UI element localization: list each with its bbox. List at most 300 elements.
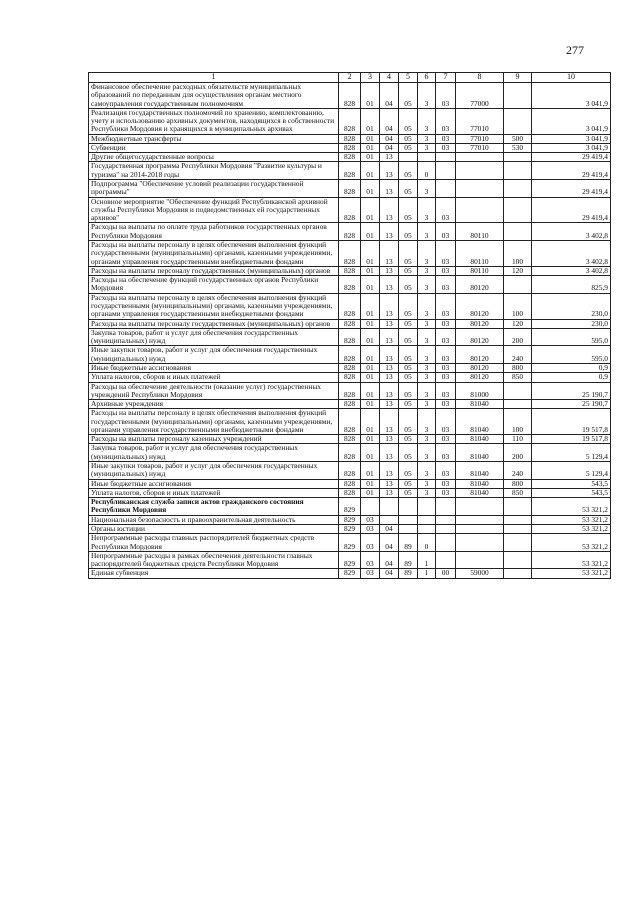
program-code: 05: [399, 319, 418, 328]
event-code: 03: [436, 82, 456, 108]
event-code: 03: [436, 143, 456, 152]
subprogram-code: [418, 525, 436, 534]
program-code: 05: [399, 241, 418, 267]
target-article-code: 81040: [456, 488, 504, 497]
ministry-code: 828: [339, 346, 361, 364]
table-body: [89, 82, 611, 578]
section-code: 03: [361, 525, 380, 534]
table-row: [89, 328, 611, 346]
item-name: Органы юстиции: [89, 525, 339, 534]
subsection-code: 13: [380, 409, 399, 435]
ministry-code: 828: [339, 108, 361, 134]
amount: 53 321,2: [532, 551, 611, 569]
section-code: 03: [361, 569, 380, 578]
ministry-code: 828: [339, 293, 361, 319]
subsection-code: 13: [380, 319, 399, 328]
subprogram-code: 3: [418, 108, 436, 134]
subprogram-code: 0: [418, 162, 436, 180]
program-code: 05: [399, 276, 418, 294]
subsection-code: 13: [380, 162, 399, 180]
program-code: 05: [399, 197, 418, 223]
item-name: Расходы на выплаты персоналу в целях обеспечения выполнения функций государственными (муниципальными) органами, казенными учреждениями, органами управления государственными внебюджетными фондами: [89, 409, 339, 435]
section-code: 01: [361, 162, 380, 180]
ministry-code: 828: [339, 382, 361, 400]
column-header: 3: [361, 73, 380, 83]
program-code: 05: [399, 266, 418, 275]
subprogram-code: 3: [418, 82, 436, 108]
expense-type-code: 850: [504, 373, 532, 382]
expense-type-code: 100: [504, 409, 532, 435]
item-name: Реализация государственных полномочий по хранению, комплектованию, учету и использованию архивных документов, находящихся в собственности Республики Мордовия и хранящихся в муниципальных архивах: [89, 108, 339, 134]
expense-type-code: 100: [504, 293, 532, 319]
table-row: [89, 435, 611, 444]
subsection-code: 13: [380, 180, 399, 198]
program-code: 05: [399, 108, 418, 134]
expense-type-code: [504, 276, 532, 294]
subsection-code: 04: [380, 551, 399, 569]
section-code: 03: [361, 534, 380, 552]
subsection-code: 13: [380, 293, 399, 319]
item-name: Расходы на выплаты персоналу в целях обеспечения выполнения функций государственными (муниципальными) органами, казенными учреждениями, органами управления государственными внебюджетными фондами: [89, 241, 339, 267]
column-header: 6: [418, 73, 436, 83]
subprogram-code: 3: [418, 134, 436, 143]
expense-type-code: [504, 180, 532, 198]
program-code: 05: [399, 444, 418, 462]
expense-type-code: 100: [504, 241, 532, 267]
subsection-code: 13: [380, 479, 399, 488]
event-code: 03: [436, 197, 456, 223]
subprogram-code: 3: [418, 319, 436, 328]
event-code: [436, 498, 456, 516]
amount: 53 321,2: [532, 498, 611, 516]
table-row: [89, 197, 611, 223]
ministry-code: 828: [339, 266, 361, 275]
program-code: 05: [399, 162, 418, 180]
program-code: 05: [399, 223, 418, 241]
event-code: 03: [436, 108, 456, 134]
program-code: 05: [399, 134, 418, 143]
section-code: 01: [361, 293, 380, 319]
expense-type-code: [504, 525, 532, 534]
event-code: 03: [436, 328, 456, 346]
ministry-code: 828: [339, 328, 361, 346]
subsection-code: 13: [380, 462, 399, 480]
amount: 5 129,4: [532, 462, 611, 480]
ministry-code: 828: [339, 373, 361, 382]
table-row: [89, 498, 611, 516]
table-row: [89, 143, 611, 152]
section-code: [361, 498, 380, 516]
event-code: [436, 180, 456, 198]
table-row: [89, 382, 611, 400]
column-header: 4: [380, 73, 399, 83]
item-name: Межбюджетные трансферты: [89, 134, 339, 143]
column-header: 5: [399, 73, 418, 83]
table-row: [89, 569, 611, 578]
ministry-code: 828: [339, 143, 361, 152]
page-number: 277: [566, 43, 584, 57]
table-row: [89, 488, 611, 497]
event-code: 00: [436, 569, 456, 578]
event-code: 03: [436, 382, 456, 400]
target-article-code: 81040: [456, 409, 504, 435]
expense-type-code: [504, 108, 532, 134]
section-code: 01: [361, 328, 380, 346]
ministry-code: 828: [339, 241, 361, 267]
table-row: [89, 363, 611, 372]
amount: 29 419,4: [532, 180, 611, 198]
item-name: Иные бюджетные ассигнования: [89, 363, 339, 372]
ministry-code: 828: [339, 276, 361, 294]
ministry-code: 828: [339, 363, 361, 372]
program-code: 05: [399, 143, 418, 152]
subprogram-code: 3: [418, 400, 436, 409]
subsection-code: 13: [380, 363, 399, 372]
column-header: 10: [532, 73, 611, 83]
target-article-code: 80120: [456, 363, 504, 372]
section-code: 01: [361, 143, 380, 152]
target-article-code: 81040: [456, 444, 504, 462]
header-row: [89, 73, 611, 83]
amount: 595,0: [532, 346, 611, 364]
table-row: [89, 534, 611, 552]
item-name: Республиканская служба записи актов гражданского состояния Республики Мордовия: [89, 498, 339, 516]
ministry-code: 828: [339, 134, 361, 143]
target-article-code: 81040: [456, 400, 504, 409]
expense-type-code: [504, 82, 532, 108]
item-name: Закупка товаров, работ и услуг для обеспечения государственных (муниципальных) нужд: [89, 328, 339, 346]
column-header: 7: [436, 73, 456, 83]
expense-type-code: [504, 223, 532, 241]
ministry-code: 829: [339, 525, 361, 534]
section-code: 01: [361, 223, 380, 241]
subsection-code: 13: [380, 197, 399, 223]
program-code: 05: [399, 363, 418, 372]
program-code: 05: [399, 293, 418, 319]
target-article-code: 81040: [456, 479, 504, 488]
item-name: Субвенции: [89, 143, 339, 152]
subsection-code: 13: [380, 444, 399, 462]
column-header: 9: [504, 73, 532, 83]
target-article-code: 77010: [456, 134, 504, 143]
item-name: Другие общегосударственные вопросы: [89, 153, 339, 162]
table-row: [89, 373, 611, 382]
table-row: [89, 180, 611, 198]
target-article-code: 77010: [456, 108, 504, 134]
budget-table: [88, 72, 611, 579]
section-code: 01: [361, 363, 380, 372]
target-article-code: 77000: [456, 82, 504, 108]
amount: 3 041,9: [532, 82, 611, 108]
program-code: 05: [399, 435, 418, 444]
item-name: Иные закупки товаров, работ и услуг для обеспечения государственных (муниципальных) нужд: [89, 462, 339, 480]
subprogram-code: 3: [418, 328, 436, 346]
expense-type-code: [504, 153, 532, 162]
section-code: 01: [361, 479, 380, 488]
subprogram-code: 3: [418, 143, 436, 152]
event-code: 03: [436, 319, 456, 328]
subprogram-code: 3: [418, 266, 436, 275]
target-article-code: 80120: [456, 319, 504, 328]
item-name: Расходы на выплаты персоналу государственных (муниципальных) органов: [89, 319, 339, 328]
item-name: Закупка товаров, работ и услуг для обеспечения государственных (муниципальных) нужд: [89, 444, 339, 462]
item-name: Расходы на выплаты персоналу государственных (муниципальных) органов: [89, 266, 339, 275]
program-code: 05: [399, 462, 418, 480]
table-row: [89, 515, 611, 524]
subprogram-code: 3: [418, 276, 436, 294]
ministry-code: 829: [339, 569, 361, 578]
amount: 543,5: [532, 479, 611, 488]
expense-type-code: 800: [504, 363, 532, 372]
section-code: 03: [361, 551, 380, 569]
subprogram-code: 3: [418, 435, 436, 444]
item-name: Расходы на выплаты персоналу казенных учреждений: [89, 435, 339, 444]
expense-type-code: [504, 382, 532, 400]
subsection-code: 13: [380, 373, 399, 382]
target-article-code: [456, 515, 504, 524]
target-article-code: [456, 162, 504, 180]
target-article-code: [456, 153, 504, 162]
expense-type-code: [504, 551, 532, 569]
subprogram-code: 3: [418, 444, 436, 462]
event-code: 03: [436, 223, 456, 241]
ministry-code: 829: [339, 534, 361, 552]
expense-type-code: 800: [504, 479, 532, 488]
subsection-code: 04: [380, 525, 399, 534]
amount: 3 402,8: [532, 241, 611, 267]
item-name: Государственная программа Республики Мордовия "Развитие культуры и туризма" на 2014-2018 годы: [89, 162, 339, 180]
subprogram-code: 3: [418, 382, 436, 400]
item-name: Архивные учреждения: [89, 400, 339, 409]
section-code: 01: [361, 276, 380, 294]
event-code: 03: [436, 266, 456, 275]
ministry-code: 828: [339, 435, 361, 444]
ministry-code: 828: [339, 162, 361, 180]
section-code: 01: [361, 382, 380, 400]
subprogram-code: [418, 515, 436, 524]
amount: 543,5: [532, 488, 611, 497]
expense-type-code: [504, 534, 532, 552]
amount: 595,0: [532, 328, 611, 346]
section-code: 01: [361, 108, 380, 134]
target-article-code: 80110: [456, 241, 504, 267]
target-article-code: [456, 197, 504, 223]
target-article-code: [456, 534, 504, 552]
amount: 3 041,9: [532, 143, 611, 152]
expense-type-code: 200: [504, 328, 532, 346]
table-row: [89, 409, 611, 435]
target-article-code: [456, 498, 504, 516]
subprogram-code: [418, 498, 436, 516]
program-code: [399, 515, 418, 524]
program-code: 89: [399, 551, 418, 569]
subprogram-code: 3: [418, 409, 436, 435]
section-code: 01: [361, 488, 380, 497]
target-article-code: 81000: [456, 382, 504, 400]
subprogram-code: 1: [418, 551, 436, 569]
subprogram-code: 3: [418, 373, 436, 382]
program-code: 05: [399, 82, 418, 108]
section-code: 01: [361, 435, 380, 444]
subsection-code: 04: [380, 82, 399, 108]
table-row: [89, 293, 611, 319]
amount: 0,9: [532, 373, 611, 382]
amount: 230,0: [532, 319, 611, 328]
ministry-code: 828: [339, 223, 361, 241]
event-code: 03: [436, 293, 456, 319]
section-code: 01: [361, 82, 380, 108]
program-code: 05: [399, 479, 418, 488]
section-code: 01: [361, 241, 380, 267]
event-code: [436, 162, 456, 180]
program-code: 89: [399, 534, 418, 552]
subsection-code: 13: [380, 400, 399, 409]
program-code: 05: [399, 382, 418, 400]
event-code: 03: [436, 276, 456, 294]
event-code: [436, 153, 456, 162]
table-row: [89, 82, 611, 108]
event-code: 03: [436, 409, 456, 435]
ministry-code: 828: [339, 462, 361, 480]
target-article-code: 81040: [456, 462, 504, 480]
amount: 53 321,2: [532, 569, 611, 578]
subsection-code: 13: [380, 276, 399, 294]
expense-type-code: 120: [504, 266, 532, 275]
table-row: [89, 108, 611, 134]
event-code: 03: [436, 444, 456, 462]
item-name: Расходы на выплаты персоналу в целях обеспечения выполнения функций государственными (муниципальными) органами, казенными учреждениями, органами управления государственными внебюджетными фондами: [89, 293, 339, 319]
ministry-code: 828: [339, 479, 361, 488]
amount: 29 419,4: [532, 162, 611, 180]
ministry-code: 829: [339, 515, 361, 524]
ministry-code: 828: [339, 197, 361, 223]
ministry-code: 829: [339, 551, 361, 569]
program-code: [399, 498, 418, 516]
expense-type-code: 240: [504, 462, 532, 480]
subsection-code: 13: [380, 153, 399, 162]
section-code: 01: [361, 373, 380, 382]
subprogram-code: 3: [418, 180, 436, 198]
subsection-code: [380, 515, 399, 524]
subsection-code: 13: [380, 435, 399, 444]
section-code: 01: [361, 180, 380, 198]
expense-type-code: [504, 515, 532, 524]
table-row: [89, 241, 611, 267]
amount: 53 321,2: [532, 525, 611, 534]
program-code: 05: [399, 488, 418, 497]
event-code: 03: [436, 400, 456, 409]
subprogram-code: 3: [418, 223, 436, 241]
event-code: 03: [436, 373, 456, 382]
expense-type-code: [504, 162, 532, 180]
subprogram-code: 3: [418, 197, 436, 223]
item-name: Уплата налогов, сборов и иных платежей: [89, 373, 339, 382]
subprogram-code: [418, 153, 436, 162]
section-code: 01: [361, 346, 380, 364]
event-code: 03: [436, 346, 456, 364]
amount: 25 190,7: [532, 382, 611, 400]
subsection-code: 13: [380, 488, 399, 497]
event-code: [436, 551, 456, 569]
target-article-code: [456, 525, 504, 534]
subsection-code: 04: [380, 534, 399, 552]
event-code: 03: [436, 435, 456, 444]
program-code: [399, 153, 418, 162]
target-article-code: 80120: [456, 373, 504, 382]
amount: 3 041,9: [532, 134, 611, 143]
item-name: Финансовое обеспечение расходных обязательств муниципальных образований по переданным для осуществления органам местного самоуправления государственным полномочиям: [89, 82, 339, 108]
amount: 3 402,8: [532, 223, 611, 241]
target-article-code: 80120: [456, 328, 504, 346]
table-row: [89, 276, 611, 294]
expense-type-code: [504, 400, 532, 409]
event-code: 03: [436, 462, 456, 480]
program-code: 89: [399, 569, 418, 578]
section-code: 01: [361, 134, 380, 143]
table-row: [89, 266, 611, 275]
ministry-code: 828: [339, 153, 361, 162]
section-code: 01: [361, 197, 380, 223]
amount: 53 321,2: [532, 515, 611, 524]
expense-type-code: 240: [504, 346, 532, 364]
table-row: [89, 319, 611, 328]
program-code: 05: [399, 346, 418, 364]
item-name: Единая субвенция: [89, 569, 339, 578]
table-row: [89, 444, 611, 462]
table-row: [89, 525, 611, 534]
subprogram-code: 3: [418, 346, 436, 364]
section-code: 01: [361, 153, 380, 162]
ministry-code: 828: [339, 400, 361, 409]
section-code: 01: [361, 266, 380, 275]
subsection-code: 04: [380, 569, 399, 578]
target-article-code: 80120: [456, 276, 504, 294]
amount: 19 517,8: [532, 409, 611, 435]
amount: 0,9: [532, 363, 611, 372]
subsection-code: 04: [380, 143, 399, 152]
amount: 230,0: [532, 293, 611, 319]
amount: 29 419,4: [532, 197, 611, 223]
amount: 19 517,8: [532, 435, 611, 444]
ministry-code: 828: [339, 409, 361, 435]
item-name: Расходы на обеспечение деятельности (оказание услуг) государственных учреждений Республики Мордовия: [89, 382, 339, 400]
subsection-code: 13: [380, 328, 399, 346]
event-code: 03: [436, 241, 456, 267]
section-code: 03: [361, 515, 380, 524]
subprogram-code: 3: [418, 293, 436, 319]
program-code: [399, 525, 418, 534]
amount: 5 129,4: [532, 444, 611, 462]
ministry-code: 828: [339, 444, 361, 462]
subprogram-code: 3: [418, 479, 436, 488]
item-name: Расходы на обеспечение функций государственных органов Республики Мордовия: [89, 276, 339, 294]
expense-type-code: [504, 197, 532, 223]
item-name: Непрограммные расходы главных распорядителей бюджетных средств Республики Мордовия: [89, 534, 339, 552]
expense-type-code: 110: [504, 435, 532, 444]
item-name: Иные закупки товаров, работ и услуг для обеспечения государственных (муниципальных) нужд: [89, 346, 339, 364]
expense-type-code: 500: [504, 134, 532, 143]
target-article-code: 77010: [456, 143, 504, 152]
ministry-code: 828: [339, 319, 361, 328]
program-code: 05: [399, 373, 418, 382]
table-row: [89, 551, 611, 569]
table-row: [89, 346, 611, 364]
subsection-code: 04: [380, 108, 399, 134]
program-code: 05: [399, 180, 418, 198]
subprogram-code: 3: [418, 488, 436, 497]
event-code: [436, 525, 456, 534]
section-code: 01: [361, 409, 380, 435]
